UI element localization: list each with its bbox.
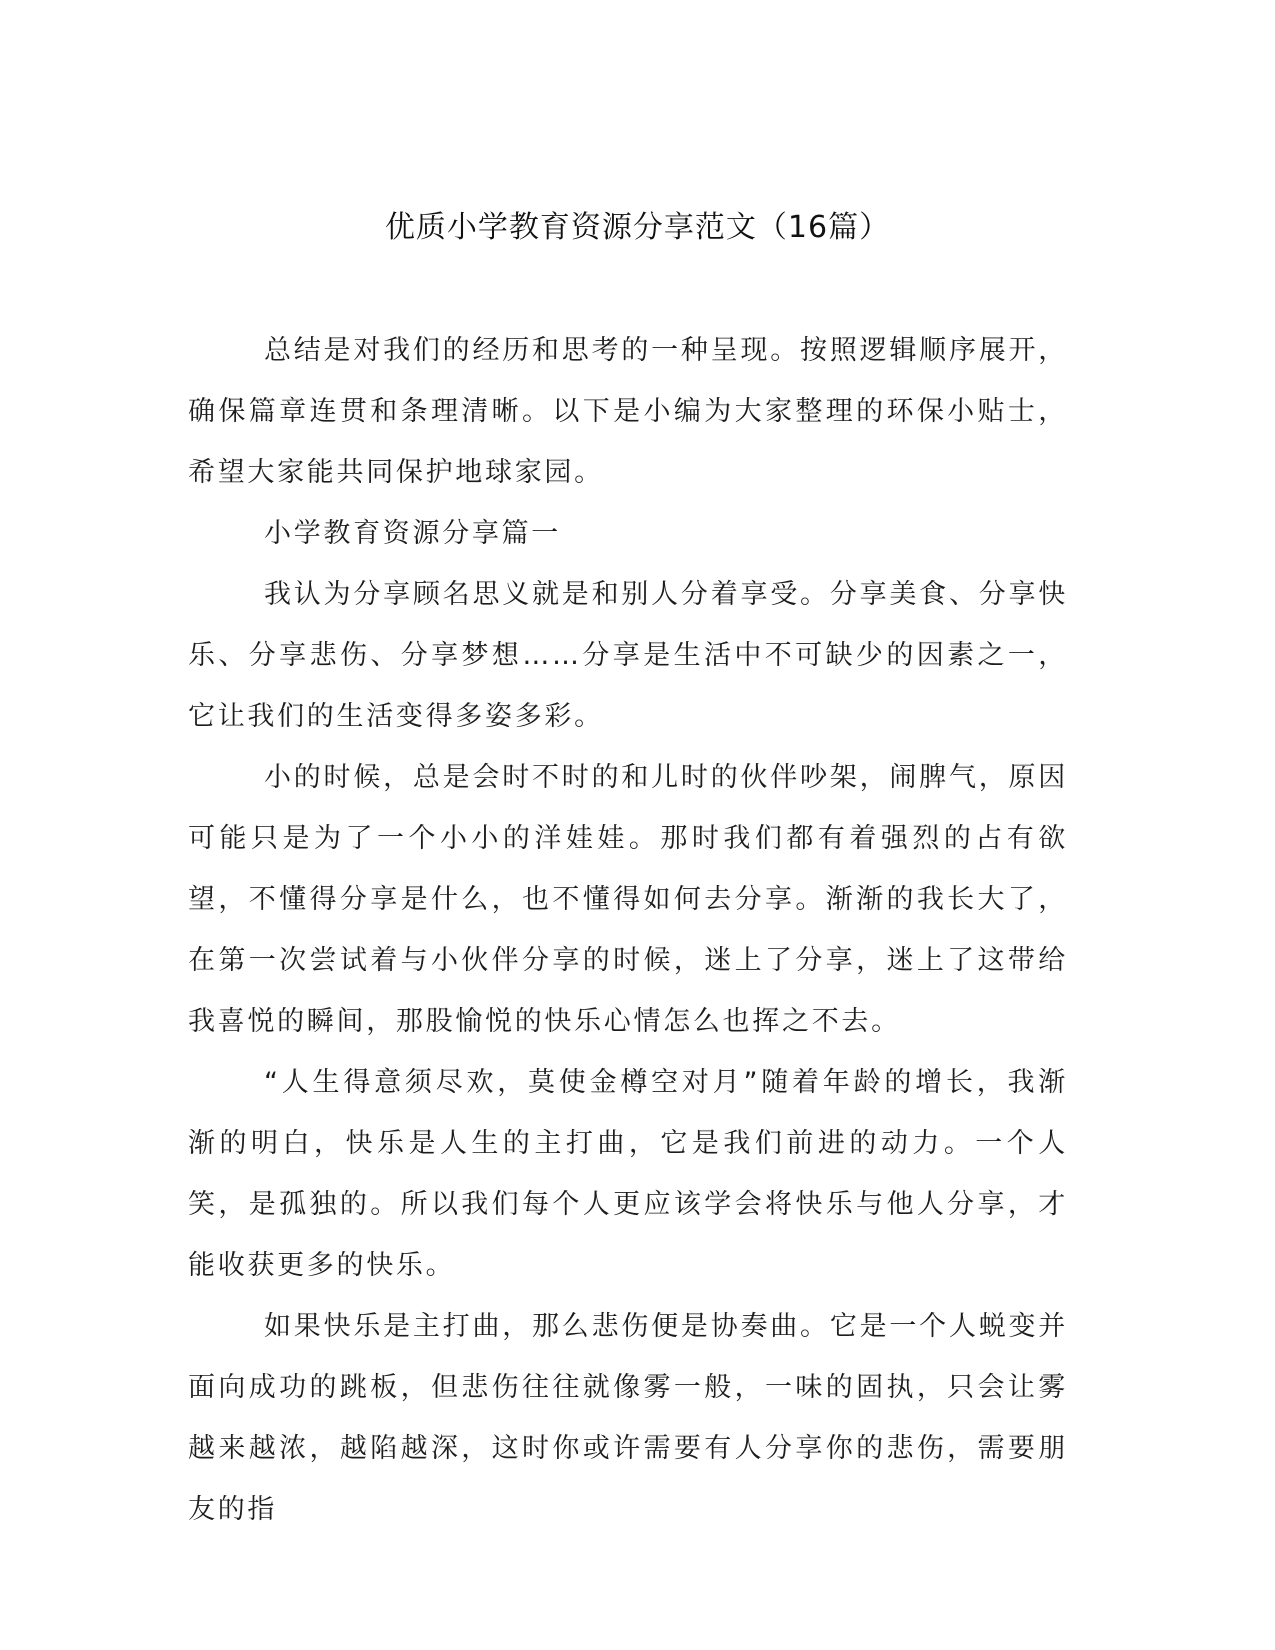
body-paragraph-4: 如果快乐是主打曲，那么悲伤便是协奏曲。它是一个人蜕变并面向成功的跳板，但悲伤往往就像雾一般，一味的固执，只会让雾越来越浓，越陷越深，这时你或许需要有人分享你的悲伤，需要朋友的指	[188, 1311, 1068, 1525]
body-paragraph-2: 小的时候，总是会时不时的和儿时的伙伴吵架，闹脾气，原因可能只是为了一个小小的洋娃娃。那时我们都有着强烈的占有欲望，不懂得分享是什么，也不懂得如何去分享。渐渐的我长大了，在第一次尝试着与小伙伴分享的时候，迷上了分享，迷上了这带给我喜悦的瞬间，那股愉悦的快乐心情怎么也挥之不去。	[188, 762, 1068, 1037]
document-title: 优质小学教育资源分享范文（16篇）	[384, 210, 891, 245]
document-body	[188, 320, 1068, 1540]
body-paragraph-1: 我认为分享顾名思义就是和别人分着享受。分享美食、分享快乐、分享悲伤、分享梦想……分享是生活中不可缺少的因素之一，它让我们的生活变得多姿多彩。	[188, 579, 1068, 732]
body-paragraph-3: “人生得意须尽欢，莫使金樽空对月”随着年龄的增长，我渐渐的明白，快乐是人生的主打曲，它是我们前进的动力。一个人笑，是孤独的。所以我们每个人更应该学会将快乐与他人分享，才能收获更多的快乐。	[188, 1067, 1068, 1281]
section-heading: 小学教育资源分享篇一	[264, 518, 561, 549]
intro-paragraph: 总结是对我们的经历和思考的一种呈现。按照逻辑顺序展开，确保篇章连贯和条理清晰。以下是小编为大家整理的环保小贴士，希望大家能共同保护地球家园。	[188, 335, 1068, 488]
